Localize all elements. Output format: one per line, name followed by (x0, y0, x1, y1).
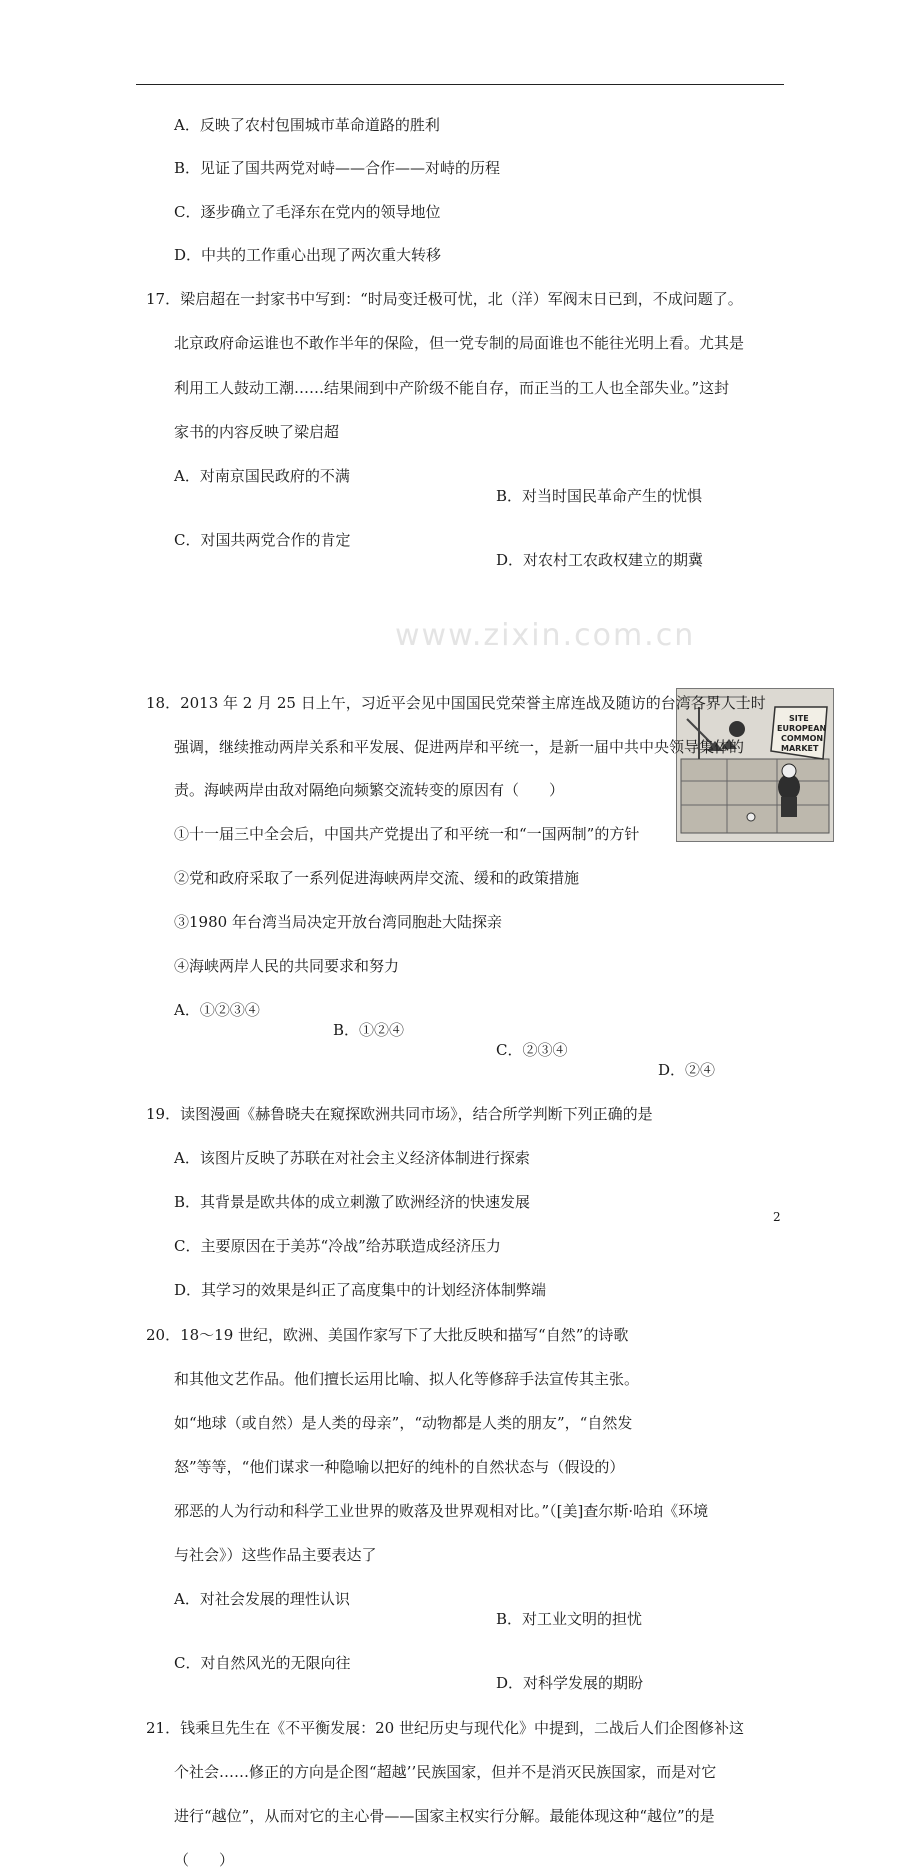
q19-option-d: D．其学习的效果是纠正了高度集中的计划经济体制弊端 (174, 1281, 547, 1299)
q20-option-d: D．对科学发展的期盼 (496, 1674, 644, 1692)
q17-stem-line: 利用工人鼓动工潮……结果闹到中产阶级不能自存，而正当的工人也全部失业。”这封 (174, 379, 730, 397)
q21-stem-line: 个社会……修正的方向是企图“超越’’民族国家，但并不是消灭民族国家，而是对它 (174, 1763, 717, 1781)
q17-stem-line: 家书的内容反映了梁启超 (174, 423, 340, 441)
q20-option-b: B．对工业文明的担忧 (496, 1610, 643, 1628)
watermark: www.zixin.com.cn (395, 618, 696, 653)
q21-stem-line: 进行“越位”，从而对它的主心骨——国家主权实行分解。最能体现这种“越位”的是 (174, 1807, 715, 1825)
page-number: 2 (773, 1210, 781, 1224)
q19-option-a: A．该图片反映了苏联在对社会主义经济体制进行探索 (174, 1149, 530, 1167)
q20-stem-line: 和其他文艺作品。他们擅长运用比喻、拟人化等修辞手法宣传其主张。 (174, 1370, 640, 1388)
q18-statement-3: ③1980 年台湾当局决定开放台湾同胞赴大陆探亲 (174, 913, 502, 931)
q20-option-a: A．对社会发展的理性认识 (174, 1590, 350, 1608)
q20-stem-line: 邪恶的人为行动和科学工业世界的败落及世界观相对比。”（[美]查尔斯·哈珀《环境 (174, 1502, 709, 1520)
cartoon-sign-line: EUROPEAN (777, 724, 827, 733)
q17-stem-line: 北京政府命运谁也不敢作半年的保险，但一党专制的局面谁也不能往光明上看。尤其是 (174, 334, 745, 352)
q21-stem-line: 21．钱乘旦先生在《不平衡发展：20 世纪历史与现代化》中提到，二战后人们企图修补这 (146, 1719, 744, 1737)
q20-stem-line: 20．18～19 世纪，欧洲、美国作家写下了大批反映和描写“自然”的诗歌 (146, 1326, 629, 1344)
q20-stem-line: 怒”等等，“他们谋求一种隐喻以把好的纯朴的自然状态与（假设的） (174, 1458, 625, 1476)
q18-option-a: A．①②③④ (174, 1001, 260, 1019)
q18-stem-line: 18．2013 年 2 月 25 日上午，习近平会见中国国民党荣誉主席连战及随访的台湾各界人士时 (146, 694, 766, 712)
q17-option-a: A．对南京国民政府的不满 (174, 467, 350, 485)
q18-stem-line: 强调，继续推动两岸关系和平发展、促进两岸和平统一，是新一届中共中央领导集体的 (174, 738, 745, 756)
cartoon-sign-line: SITE (789, 714, 809, 723)
q16-option-d: D．中共的工作重心出现了两次重大转移 (174, 246, 442, 264)
q17-option-b: B．对当时国民革命产生的忧惧 (496, 487, 703, 505)
q18-option-d: D．②④ (658, 1061, 716, 1079)
q16-option-c: C．逐步确立了毛泽东在党内的领导地位 (174, 203, 441, 221)
header-rule (136, 84, 784, 85)
q20-option-c: C．对自然风光的无限向往 (174, 1654, 351, 1672)
q18-option-c: C．②③④ (496, 1041, 568, 1059)
q18-option-b: B．①②④ (333, 1021, 405, 1039)
cartoon-sign-line: COMMON (781, 734, 824, 743)
cartoon-sign-line: MARKET (781, 744, 819, 753)
q18-statement-4: ④海峡两岸人民的共同要求和努力 (174, 957, 400, 975)
q20-stem-line: 与社会》）这些作品主要表达了 (174, 1546, 377, 1564)
q18-statement-1: ①十一届三中全会后，中国共产党提出了和平统一和“一国两制”的方针 (174, 825, 640, 843)
q16-option-a: A．反映了农村包围城市革命道路的胜利 (174, 116, 440, 134)
q18-statement-2: ②党和政府采取了一系列促进海峡两岸交流、缓和的政策措施 (174, 869, 580, 887)
q18-stem-line: 责。海峡两岸由敌对隔绝向频繁交流转变的原因有（ ） (174, 781, 565, 799)
q20-stem-line: 如“地球（或自然）是人类的母亲”，“动物都是人类的朋友”，“自然发 (174, 1414, 633, 1432)
q17-stem-line: 17．梁启超在一封家书中写到：“时局变迁极可忧，北（洋）军阀末日已到，不成问题了。 (146, 290, 743, 308)
q19-option-c: C．主要原因在于美苏“冷战”给苏联造成经济压力 (174, 1237, 501, 1255)
q17-option-d: D．对农村工农政权建立的期冀 (496, 551, 704, 569)
q17-option-c: C．对国共两党合作的肯定 (174, 531, 351, 549)
q19-stem-line: 19．读图漫画《赫鲁晓夫在窥探欧洲共同市场》，结合所学判断下列正确的是 (146, 1105, 653, 1123)
q19-option-b: B．其背景是欧共体的成立刺激了欧洲经济的快速发展 (174, 1193, 531, 1211)
q21-answer-blank: （ ） (174, 1851, 235, 1869)
q16-option-b: B．见证了国共两党对峙——合作——对峙的历程 (174, 159, 501, 177)
